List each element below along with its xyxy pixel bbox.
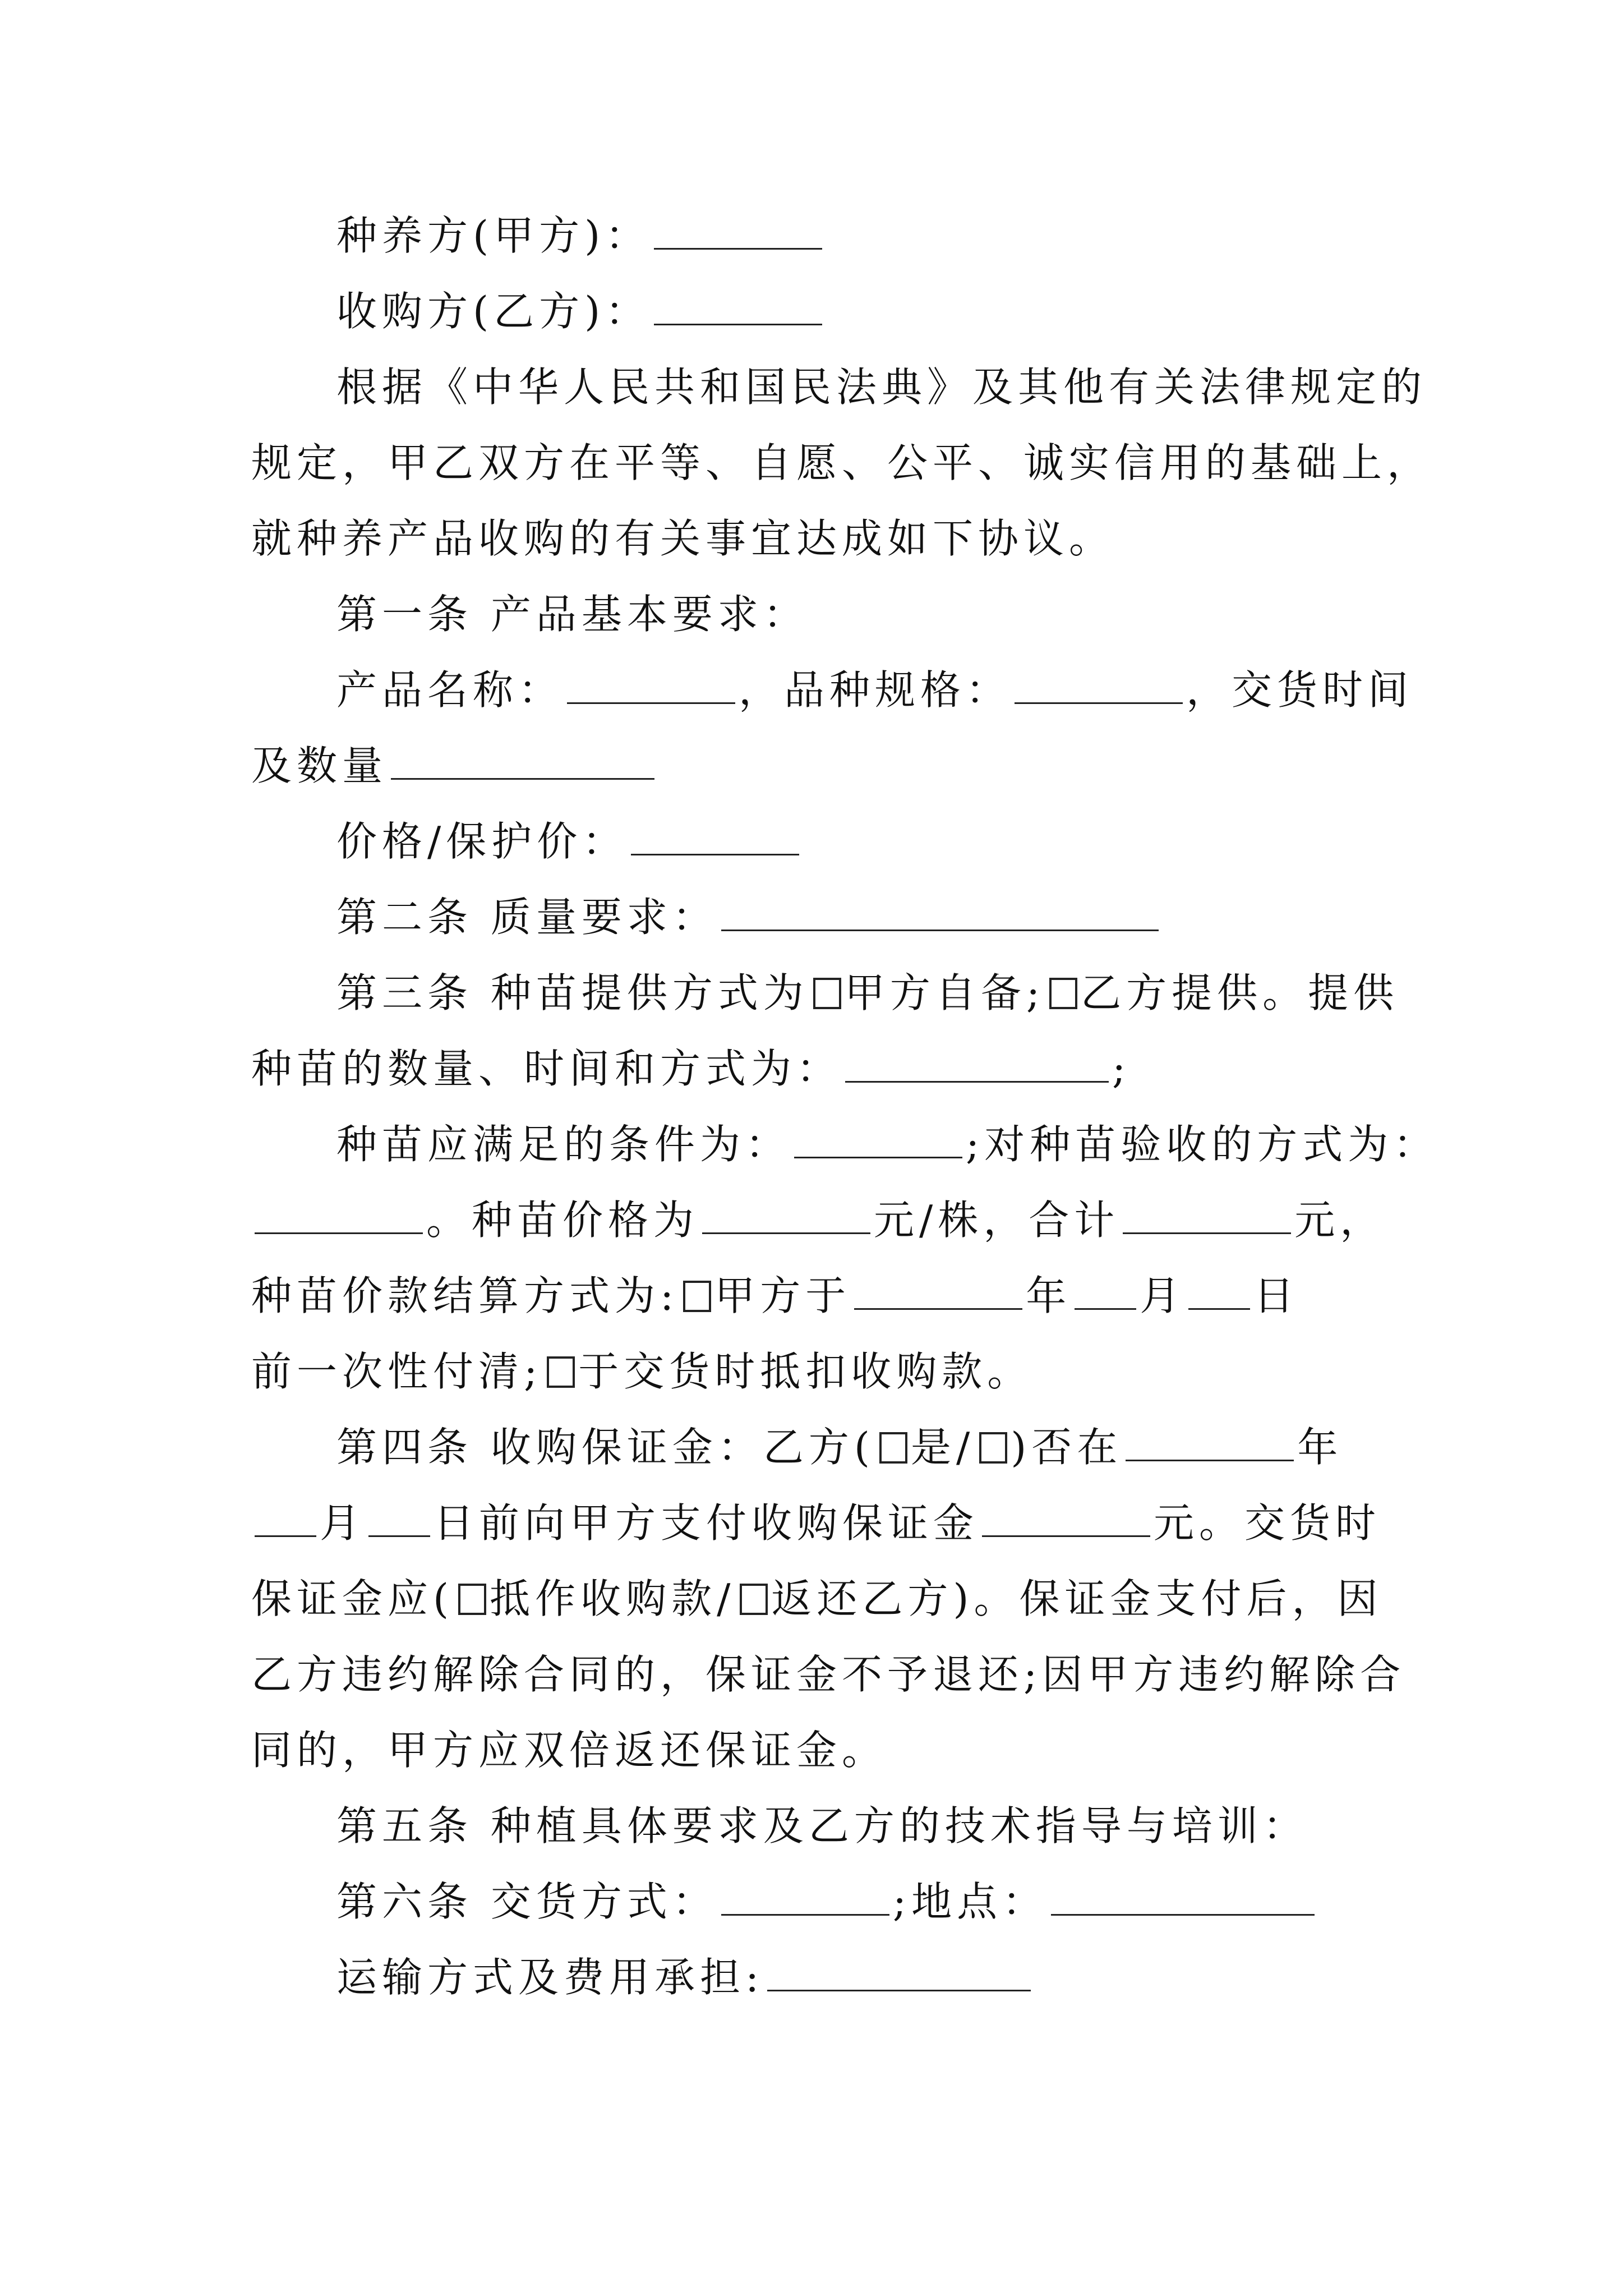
option-party-b-provide: 乙方提供。提供 — [1081, 969, 1399, 1016]
deposit-pay-label: 日前向甲方支付收购保证金 — [434, 1499, 979, 1547]
deposit-amount-blank[interactable] — [982, 1499, 1150, 1537]
day-label: 日 — [1253, 1272, 1299, 1319]
party-a-pay-label: 甲方于 — [714, 1272, 851, 1319]
pay-once-label: 前一次性付清; — [251, 1348, 543, 1395]
product-spec-blank[interactable] — [1015, 666, 1183, 704]
party-b-line — [336, 283, 1475, 339]
checkbox-party-a-pay[interactable] — [683, 1281, 711, 1312]
location-label: ;地点： — [892, 1878, 1048, 1925]
delivery-method-blank[interactable] — [721, 1878, 889, 1916]
semicolon: ; — [1112, 1045, 1131, 1092]
seedling-price-label: 。种苗价格为 — [426, 1197, 699, 1244]
yuan-label: 元， — [1294, 1197, 1386, 1244]
deposit-label: 第四条 收购保证金：乙方( — [336, 1424, 875, 1471]
month-label: 月 — [1140, 1272, 1186, 1319]
seedling-acceptance-blank[interactable] — [255, 1197, 423, 1234]
article-3-line-3 — [336, 1116, 1475, 1172]
quality-blank[interactable] — [721, 894, 1159, 931]
delivery-method-label: 第六条 交货方式： — [336, 1878, 718, 1925]
party-a-label: 种养方(甲方)： — [336, 212, 651, 259]
checkbox-no[interactable] — [979, 1432, 1007, 1464]
pay-day-blank[interactable] — [1188, 1272, 1250, 1310]
pay-year-blank[interactable] — [854, 1272, 1022, 1310]
price-label: 价格/保护价： — [336, 818, 628, 865]
party-b-label: 收购方(乙方)： — [336, 288, 651, 335]
article-3-line-5 — [251, 1268, 1390, 1324]
seedling-total-blank[interactable] — [1123, 1197, 1291, 1234]
article-4-line-4: 乙方违约解除合同的，保证金不予退还;因甲方违约解除合 — [251, 1651, 1406, 1698]
month-label: 月 — [320, 1499, 366, 1547]
deposit-year-blank[interactable] — [1126, 1424, 1294, 1461]
article-3-line-6 — [251, 1343, 1390, 1400]
checkbox-offset[interactable] — [458, 1584, 486, 1615]
deduct-label: 于交货时抵扣收购款。 — [578, 1348, 1033, 1395]
article-4-line-2 — [251, 1495, 1390, 1551]
seedling-price-blank[interactable] — [702, 1197, 870, 1234]
product-spec-label: ，品种规格： — [739, 666, 1012, 714]
party-a-line — [336, 208, 1475, 264]
product-name-label: 产品名称： — [336, 666, 564, 714]
settlement-label: 种苗价款结算方式为: — [251, 1272, 679, 1319]
deposit-month-blank[interactable] — [255, 1499, 316, 1537]
article-1-line-1 — [336, 662, 1475, 718]
article-3-line-1 — [336, 965, 1475, 1021]
seedling-condition-label: 种苗应满足的条件为： — [336, 1121, 791, 1168]
article-3-line-2 — [251, 1041, 1390, 1097]
delivery-time-label: ，交货时间 — [1186, 666, 1414, 714]
transport-label: 运输方式及费用承担: — [336, 1954, 764, 2001]
article-4-line-5: 同的，甲方应双倍返还保证金。 — [251, 1727, 888, 1774]
checkbox-deduct[interactable] — [547, 1356, 575, 1388]
checkbox-party-b-provide[interactable] — [1049, 978, 1077, 1009]
seedling-condition-blank[interactable] — [794, 1121, 962, 1158]
article-6-line-1 — [336, 1874, 1475, 1930]
quality-label: 第二条 质量要求： — [336, 894, 718, 941]
intro-line-2: 规定，甲乙双方在平等、自愿、公平、诚实信用的基础上， — [251, 439, 1433, 486]
checkbox-party-a-self[interactable] — [813, 978, 841, 1009]
seedling-qty-label: 种苗的数量、时间和方式为： — [251, 1045, 842, 1092]
party-a-blank[interactable] — [654, 212, 822, 250]
seedling-total-label: 元/株，合计 — [874, 1197, 1120, 1244]
seedling-supply-label: 第三条 种苗提供方式为 — [336, 969, 809, 1016]
article-5-title: 第五条 种植具体要求及乙方的技术指导与培训： — [336, 1802, 1308, 1849]
checkbox-return[interactable] — [740, 1584, 768, 1615]
deposit-yuan-label: 元。交货时 — [1154, 1499, 1381, 1547]
year-label: 年 — [1297, 1424, 1343, 1471]
pay-month-blank[interactable] — [1075, 1272, 1136, 1310]
quantity-blank[interactable] — [391, 742, 654, 780]
option-yes: 是/ — [910, 1424, 975, 1471]
option-return: 返还乙方)。保证金支付后，因 — [771, 1575, 1383, 1622]
article-1-title: 第一条 产品基本要求： — [336, 591, 809, 638]
party-b-blank[interactable] — [654, 288, 822, 325]
price-blank[interactable] — [631, 818, 799, 855]
article-4-line-1 — [336, 1419, 1475, 1475]
article-6-line-2 — [336, 1949, 1475, 2005]
checkbox-yes[interactable] — [879, 1432, 907, 1464]
article-1-line-2 — [251, 738, 1390, 794]
option-offset: 抵作收购款/ — [490, 1575, 736, 1622]
deposit-use-label: 保证金应( — [251, 1575, 454, 1622]
option-no: )否在 — [1011, 1424, 1123, 1471]
article-2-line — [336, 889, 1475, 945]
intro-line-1: 根据《中华人民共和国民法典》及其他有关法律规定的 — [336, 364, 1427, 411]
article-3-line-4 — [251, 1192, 1390, 1248]
transport-blank[interactable] — [767, 1954, 1031, 1991]
year-label: 年 — [1026, 1272, 1072, 1319]
price-line — [336, 813, 1475, 869]
intro-line-3: 就种养产品收购的有关事宜达成如下协议。 — [251, 515, 1115, 562]
seedling-acceptance-label: ;对种苗验收的方式为： — [966, 1121, 1439, 1168]
quantity-label: 及数量 — [251, 742, 388, 789]
seedling-qty-blank[interactable] — [845, 1045, 1109, 1083]
product-name-blank[interactable] — [567, 666, 735, 704]
option-party-a-self: 甲方自备; — [844, 969, 1045, 1016]
location-blank[interactable] — [1051, 1878, 1315, 1916]
deposit-day-blank[interactable] — [368, 1499, 430, 1537]
article-4-line-3 — [251, 1571, 1390, 1627]
